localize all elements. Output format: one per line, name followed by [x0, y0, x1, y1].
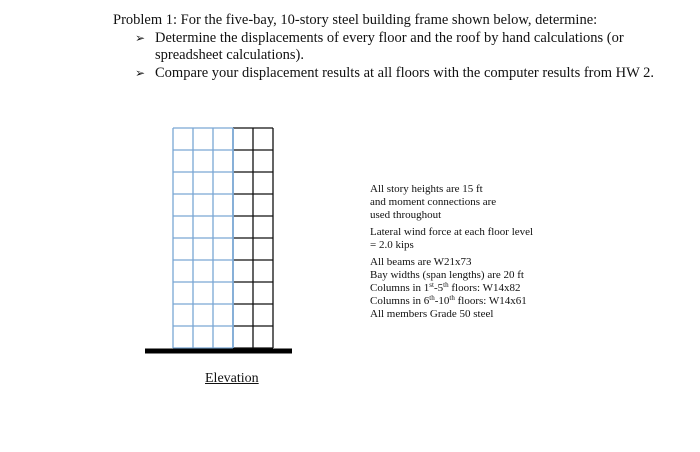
arrow-bullet-icon: ➢ [135, 30, 146, 45]
task-text: Determine the displacements of every floor and the roof by hand calculations (or spreadsheet calculations). [155, 29, 624, 63]
steel-grade-note: All members Grade 50 steel [370, 308, 494, 320]
elevation-caption: Elevation [205, 371, 259, 386]
problem-statement [113, 12, 673, 82]
upper-columns-note: Columns in 6th-10th floors: W14x61 [370, 294, 527, 307]
task-list [113, 30, 673, 83]
note-line: Lateral wind force at each floor level [370, 226, 534, 238]
task-item [113, 65, 673, 83]
beam-note: All beams are W21x73 [370, 256, 472, 268]
note-line: All story heights are 15 ft [370, 183, 483, 195]
lower-columns-note: Columns in 1st-5th floors: W14x82 [370, 281, 521, 294]
bay-width-note: Bay widths (span lengths) are 20 ft [370, 269, 524, 281]
story-height-note [370, 183, 610, 222]
arrow-bullet-icon: ➢ [135, 65, 146, 80]
problem-heading: Problem 1: For the five-bay, 10-story steel building frame shown below, determine: [113, 12, 598, 28]
task-item [113, 30, 673, 65]
wind-load-note [370, 226, 610, 252]
member-notes [370, 256, 610, 321]
task-text: Compare your displacement results at all floors with the computer results from HW 2. [155, 64, 655, 81]
note-line: and moment connections are [370, 196, 497, 208]
note-line: used throughout [370, 209, 442, 221]
design-notes [370, 183, 610, 325]
note-line: = 2.0 kips [370, 239, 414, 251]
building-frame-elevation [140, 120, 300, 360]
